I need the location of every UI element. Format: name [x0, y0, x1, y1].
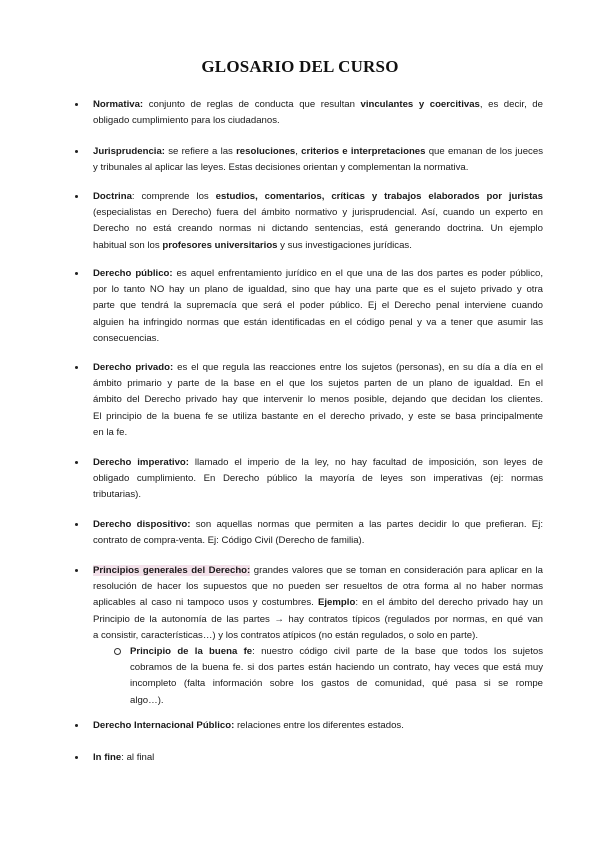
- text-segment: Ejemplo: [317, 597, 356, 609]
- text-segment: incompleto (falta información sobre los gastos de comunidad, qué pasa si se rompe: [130, 678, 543, 690]
- text-segment: resoluciones: [236, 146, 296, 157]
- text-segment: es el que regula las reacciones entre los sujetos (personas), en su día a día en el: [173, 362, 543, 373]
- glossary-entry: [93, 455, 543, 504]
- text-line: [93, 487, 543, 503]
- text-line: [93, 409, 543, 425]
- text-line: [93, 205, 543, 221]
- text-segment: algo…).: [130, 694, 164, 706]
- text-segment: criterios e interpretaciones: [301, 146, 426, 157]
- term-label: Principio de la buena fe: [130, 646, 253, 657]
- term-label: Derecho público:: [93, 268, 173, 279]
- text-segment: : nuestro código civil parte de la base que todos los sujetos: [252, 646, 543, 657]
- text-segment: : en el ámbito del derecho privado hay un: [355, 597, 543, 609]
- glossary-entry: [93, 360, 543, 441]
- bullet-icon: [74, 718, 78, 734]
- text-line: [93, 113, 543, 129]
- glossary-sub-entry: [130, 644, 543, 709]
- text-segment: resolución de hacer los supuestos que no pueden ser resueltos de otra forma al no haber normas: [93, 581, 543, 593]
- glossary-entry: [93, 718, 543, 734]
- term-label: Normativa:: [93, 99, 144, 110]
- bullet-icon: [74, 455, 78, 471]
- glossary-entry: [93, 189, 543, 254]
- text-line: [93, 392, 543, 408]
- text-segment: y sus investigaciones jurídicas.: [277, 239, 412, 251]
- text-line: [93, 282, 543, 298]
- text-line: [93, 718, 543, 734]
- text-line: [93, 221, 543, 237]
- text-segment: y tribunales al aplicar las leyes. Estas decisiones orientan y complementan la normativa.: [93, 162, 469, 174]
- text-line: [93, 579, 543, 595]
- text-segment: contrato de compra-venta. Ej: Código Civil (Derecho de familia).: [93, 535, 365, 547]
- text-line: [93, 315, 543, 331]
- text-line: [93, 628, 543, 644]
- term-label: Jurisprudencia:: [93, 146, 165, 157]
- glossary-entry: [93, 97, 543, 129]
- bullet-icon: [74, 97, 78, 113]
- text-line: [93, 517, 543, 533]
- text-segment: vinculantes y coercitivas: [360, 99, 480, 110]
- text-line: [93, 595, 543, 611]
- text-segment: cobramos de la buena fe. si dos partes están haciendo un contrato, hay veces que está muy: [130, 662, 543, 674]
- text-segment: conjunto de reglas de conducta que resultan: [143, 99, 361, 110]
- text-segment: : comprende los: [131, 191, 216, 202]
- text-segment: Principio de la autonomía de las partes → hay contratos típicos (regulados por normas, en qué van: [93, 613, 543, 625]
- text-segment: parte que tendrá la supremacía que será el poder público. Ej el Derecho penal interviene cuando: [93, 300, 543, 312]
- text-segment: es aquel enfrentamiento jurídico en el que una de las dos partes es poder público,: [172, 268, 543, 279]
- text-line: [93, 471, 543, 487]
- term-label: In fine: [93, 752, 122, 763]
- text-line: [93, 97, 543, 113]
- text-segment: : al final: [121, 752, 155, 763]
- text-line: [93, 189, 543, 205]
- text-line: [130, 644, 543, 660]
- text-segment: ámbito primario y parte de la base en el que los sujetos parten de un plano de igualdad. En el: [93, 378, 543, 390]
- text-segment: ,: [295, 146, 302, 157]
- term-label: Doctrina: [93, 191, 132, 202]
- term-label: Principios generales del Derecho:: [93, 565, 251, 576]
- text-line: [130, 676, 543, 692]
- text-segment: en la fe.: [93, 426, 128, 438]
- glossary-entry: [93, 750, 543, 766]
- glossary-entry: [93, 266, 543, 347]
- text-segment: son aquellas normas que permiten a las partes decidir lo que prefieran. Ej:: [190, 519, 544, 530]
- glossary-entry: [93, 563, 543, 644]
- text-segment: llamado el imperio de la ley, no hay facultad de imposición, son leyes de: [188, 457, 543, 468]
- text-segment: que emanan de los jueces: [425, 146, 543, 157]
- text-segment: (especialistas en Derecho) fuera del ámbito normativo y jurisprudencial. Así, cuando un experto en: [93, 207, 543, 219]
- text-line: [93, 425, 543, 441]
- page-title: GLOSARIO DEL CURSO: [201, 57, 399, 76]
- term-label: Derecho Internacional Público:: [93, 720, 235, 731]
- text-segment: alguien ha infringido normas que están identificadas en el código penal y va a tener que asumir las: [93, 316, 543, 328]
- text-segment: a consistir, características…) y los contratos atípicos (no están regulados, o solo en parte).: [93, 629, 478, 641]
- text-segment: aplicables al caso ni tampoco usos y costumbres.: [93, 597, 318, 609]
- text-segment: obligado cumplimiento para los ciudadanos.: [93, 115, 280, 127]
- text-segment: obligado cumplimiento. En Derecho público la mayoría de leyes son imperativas (ej: normas: [93, 473, 543, 485]
- text-line: [93, 360, 543, 376]
- text-line: [93, 612, 543, 628]
- text-segment: estudios, comentarios, críticas y trabajos elaborados por juristas: [215, 191, 543, 202]
- bullet-icon: [74, 563, 78, 579]
- text-segment: por lo tanto NO hay un plano de igualdad, sino que hay una parte que es el sujeto privado y otra: [93, 284, 543, 296]
- text-line: [93, 533, 543, 549]
- text-segment: tributarias).: [93, 489, 141, 501]
- bullet-icon: [74, 750, 78, 766]
- text-line: [130, 693, 543, 709]
- text-segment: profesores universitarios: [162, 239, 278, 251]
- text-segment: relaciones entre los diferentes estados.: [234, 720, 404, 731]
- bullet-icon: [74, 266, 78, 282]
- text-line: [93, 144, 543, 160]
- text-line: [93, 563, 543, 579]
- text-segment: habitual son los: [93, 239, 163, 251]
- text-segment: consecuencias.: [93, 332, 160, 344]
- bullet-icon: [74, 360, 78, 376]
- bullet-icon: [74, 517, 78, 533]
- text-line: [93, 238, 543, 254]
- bullet-icon: [74, 144, 78, 160]
- text-line: [93, 298, 543, 314]
- text-line: [130, 660, 543, 676]
- text-segment: Derecho no está creando normas ni dictando sentencias, está generando doctrina. Un ejemplo: [93, 223, 543, 235]
- glossary-entry: [93, 517, 543, 549]
- text-line: [93, 160, 543, 176]
- text-line: [93, 455, 543, 471]
- text-line: [93, 266, 543, 282]
- text-segment: El principio de la buena fe se utiliza bastante en el derecho privado, y este se basa principalmente: [93, 410, 543, 422]
- glossary-entry: [93, 144, 543, 176]
- hollow-bullet-icon: [114, 648, 121, 655]
- text-line: [93, 750, 543, 766]
- term-label: Derecho imperativo:: [93, 457, 189, 468]
- term-label: Derecho dispositivo:: [93, 519, 191, 530]
- text-segment: grandes valores que se toman en consideración para aplicar en la: [250, 565, 543, 576]
- text-line: [93, 331, 543, 347]
- bullet-icon: [74, 189, 78, 205]
- text-segment: se refiere a las: [164, 146, 237, 157]
- text-segment: , es decir, de: [479, 99, 543, 110]
- text-segment: ámbito del Derecho privado hay que intervenir lo menos posible, dejando que decidan los clientes.: [93, 394, 543, 406]
- text-line: [93, 376, 543, 392]
- term-label: Derecho privado:: [93, 362, 174, 373]
